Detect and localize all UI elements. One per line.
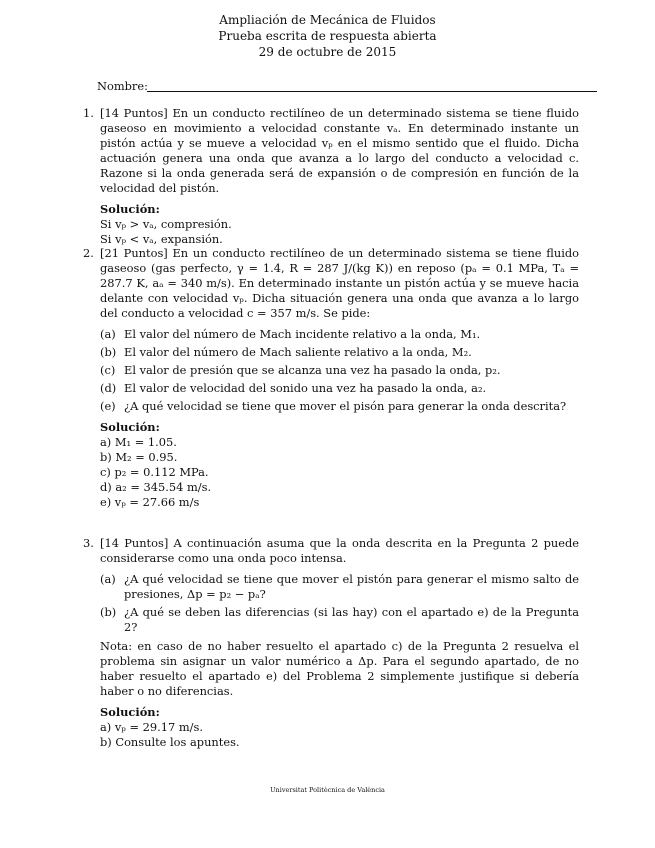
question-item [100,399,579,414]
exam-date: 29 de octubre de 2015 [258,45,397,59]
exam-header [0,12,655,60]
note: Nota: en caso de no haber resuelto el apartado c) de la Pregunta 2 resuelva el problema sin asignar un valor numérico a Δp. Para el segundo apartado, de no haber resuelto el apartado e) del Problema 2 simplemente justifique si debería haber o no diferencias. [100,639,579,698]
item-text: El valor del número de Mach incidente relativo a la onda, M₁. [124,327,481,341]
solution-title: Solución: [100,420,160,434]
solution-line: a) M₁ = 1.05. [100,435,177,449]
solution-line: c) p₂ = 0.112 MPa. [100,465,209,479]
item-label: (a) [100,572,116,586]
solution-line: d) a₂ = 345.54 m/s. [100,480,212,494]
question-text: [14 Puntos] A continuación asuma que la onda descrita en la Pregunta 2 puede considerarse como una onda poco intensa. [100,536,579,565]
question-item [100,363,579,378]
solution-title: Solución: [100,705,160,719]
question-1 [83,106,579,247]
solution-line: a) vₚ = 29.17 m/s. [100,720,203,734]
item-label: (b) [100,345,117,359]
item-label: (b) [100,605,117,619]
item-text: El valor del número de Mach saliente relativo a la onda, M₂. [124,345,472,359]
exam-subtitle: Prueba escrita de respuesta abierta [218,29,437,43]
solution-line: b) M₂ = 0.95. [100,450,178,464]
item-label: (a) [100,327,116,341]
question-item [100,381,579,396]
question-item [100,572,579,602]
question-number: 2. [83,246,94,260]
question-text: [21 Puntos] En un conducto rectilíneo de un determinado sistema se tiene fluido gaseoso (gas perfecto, γ = 1.4, R = 287 J/(kg K)) en reposo (pₐ = 0.1 MPa, Tₐ = 287.7 K, aₐ = 340 m/s). En determinado instante un pistón actúa y se mueve hacia delante con velocidad vₚ. Dicha situación genera una onda que avanza a lo largo del conducto a velocidad c = 357 m/s. Se pide: [100,246,579,320]
item-text: El valor de presión que se alcanza una vez ha pasado la onda, p₂. [124,363,501,377]
item-text: El valor de velocidad del sonido una vez ha pasado la onda, a₂. [124,381,487,395]
solution-line: Si vₚ < vₐ, expansión. [100,232,223,246]
name-label: Nombre: [97,79,148,93]
question-item [100,327,579,342]
question-number: 3. [83,536,94,550]
question-item [100,345,579,360]
item-text: ¿A qué velocidad se tiene que mover el pistón para generar el mismo salto de presiones, Δp = p₂ − pₐ? [124,572,579,601]
course-title: Ampliación de Mecánica de Fluidos [219,13,436,27]
footer-institution: Universitat Politècnica de València [270,786,385,794]
solution-title: Solución: [100,202,160,216]
item-label: (d) [100,381,117,395]
question-3 [83,536,579,750]
name-underline [147,91,597,92]
question-2 [83,246,579,510]
question-text: [14 Puntos] En un conducto rectilíneo de un determinado sistema se tiene fluido gaseoso en movimiento a velocidad constante vₐ. En determinado instante un pistón actúa y se mueve a velocidad vₚ en el mismo sentido que el fluido. Dicha actuación genera una onda que avanza a lo largo del conducto a velocidad c. Razone si la onda generada será de expansión o de compresión en función de la velocidad del pistón. [100,106,579,195]
solution-line: b) Consulte los apuntes. [100,735,240,749]
name-field[interactable] [97,79,597,95]
item-text: ¿A qué velocidad se tiene que mover el pisón para generar la onda descrita? [124,399,567,413]
item-label: (c) [100,363,116,377]
question-item [100,605,579,635]
solution-line: e) vₚ = 27.66 m/s [100,495,200,509]
question-number: 1. [83,106,94,120]
item-label: (e) [100,399,116,413]
item-text: ¿A qué se deben las diferencias (si las hay) con el apartado e) de la Pregunta 2? [124,605,579,634]
solution-line: Si vₚ > vₐ, compresión. [100,217,232,231]
